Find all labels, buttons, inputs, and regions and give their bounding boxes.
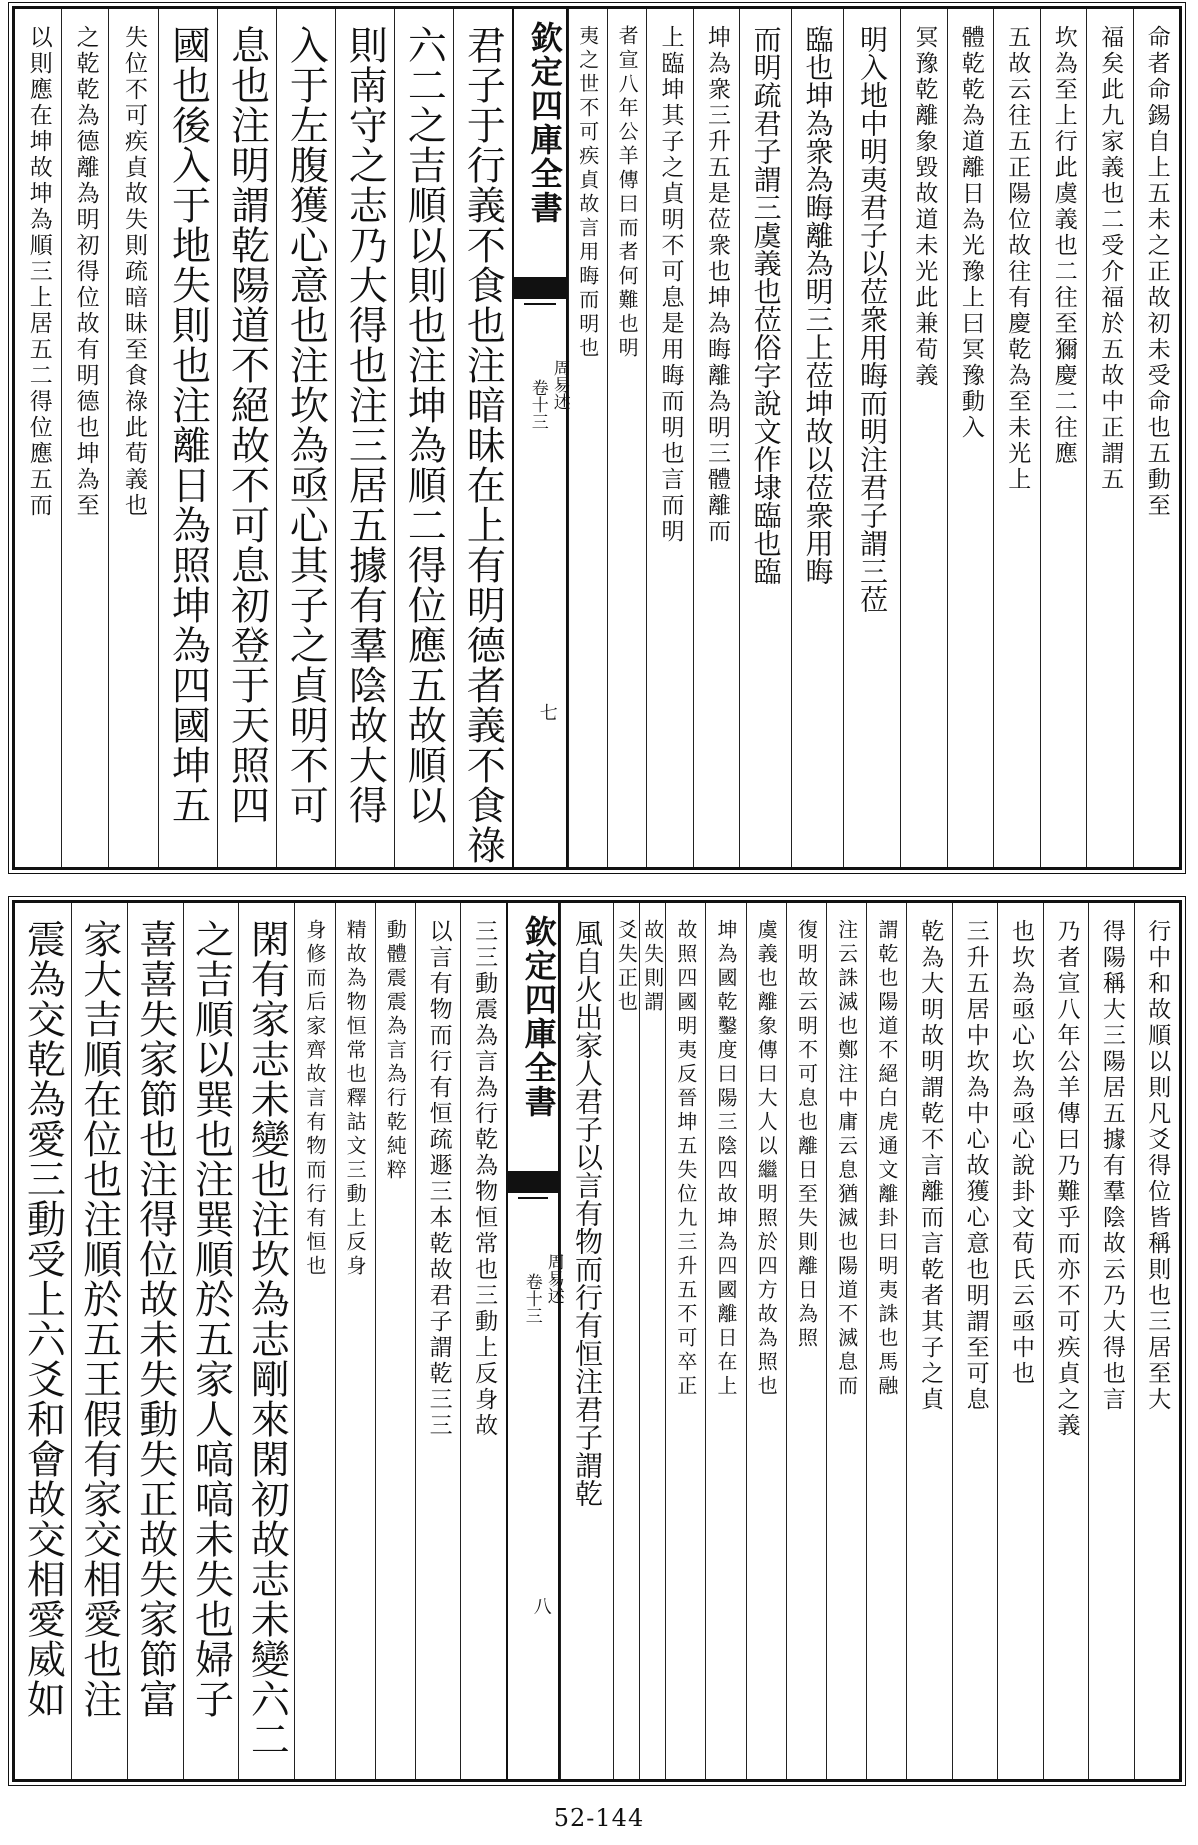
center-banner <box>506 903 564 1779</box>
fishtail-mark <box>508 1171 559 1193</box>
upper-page <box>12 6 1182 870</box>
text-column <box>394 9 453 867</box>
text-column <box>127 903 183 1779</box>
banner-volume: 卷十三 <box>521 1273 542 1324</box>
commentary-line: 乃者宣八年公羊傳曰乃難乎而亦不可疾貞之義 <box>1053 919 1080 1439</box>
commentary-line: 以則應在坤故坤為順三上居五二得位應五而 <box>25 25 52 519</box>
text-column <box>276 9 335 867</box>
classic-line: 之吉順以巽也注巽順於五家人嗃嗃未失也婦子 <box>188 919 234 1719</box>
commentary-line: 體乾乾為道離日為光豫上曰冥豫動入 <box>957 25 984 441</box>
text-column <box>415 903 460 1779</box>
banner-book: 周易述 <box>549 359 570 410</box>
fishtail-rule <box>518 1197 549 1205</box>
fishtail-mark <box>514 277 566 299</box>
text-column <box>1040 9 1086 867</box>
text-column <box>906 903 951 1779</box>
lower-page <box>12 900 1182 1782</box>
banner-title: 欽定四庫全書 <box>519 915 558 1119</box>
text-column <box>453 9 512 867</box>
commentary-line: 也坎為亟心坎為亟心說卦文荀氏云亟中也 <box>1008 919 1035 1387</box>
commentary-line: 冥豫乾離象毀故道未光此兼荀義 <box>911 25 938 389</box>
text-column <box>866 903 906 1779</box>
text-column <box>568 9 607 867</box>
text-column <box>952 903 997 1779</box>
text-column <box>61 9 107 867</box>
text-column <box>1134 903 1179 1779</box>
text-column <box>665 903 705 1779</box>
commentary-line: 復明故云明不可息也離日至失則離日為照 <box>794 919 819 1351</box>
classic-line: 息也注明謂乾陽道不絕故不可息初登于天照四 <box>224 25 270 825</box>
commentary-line: 三三動震為言為行乾為物恒常也三動上反身故 <box>471 919 498 1439</box>
text-column <box>786 903 826 1779</box>
fishtail-rule <box>524 303 556 311</box>
classic-line: 喜喜失家節也注得位故未失動失正故失家節富 <box>132 919 178 1719</box>
text-column <box>746 903 786 1779</box>
text-column <box>900 9 946 867</box>
commentary-line: 夷之世不可疾貞故言用晦而明也 <box>575 25 600 361</box>
text-column <box>705 903 745 1779</box>
text-column <box>646 9 692 867</box>
center-banner <box>512 9 568 867</box>
text-column <box>460 903 505 1779</box>
classic-line: 家大吉順在位也注順於五王假有家交相愛也注 <box>76 919 122 1719</box>
commentary-line: 福矣此九家義也二受介福於五故中正謂五 <box>1097 25 1124 493</box>
classic-line: 閑有家志未變也注坎為志剛來閑初故志未變六二 <box>244 919 290 1759</box>
text-column <box>826 903 866 1779</box>
banner-title: 欽定四庫全書 <box>525 21 564 225</box>
commentary-line: 者宣八年公羊傳曰而者何難也明 <box>615 25 640 361</box>
commentary-line: 身修而后家齊故言有物而行有恒也 <box>302 919 327 1279</box>
commentary-line: 失位不可疾貞故失則疏暗昧至食祿此荀義也 <box>120 25 147 519</box>
page-number: 52-144 <box>553 1804 645 1832</box>
text-column <box>15 903 71 1779</box>
commentary-line: 行中和故順以則凡爻得位皆稱則也三居至大 <box>1144 919 1171 1413</box>
text-column <box>15 9 61 867</box>
commentary-line: 謂乾也陽道不絕白虎通文離卦曰明夷誅也馬融 <box>874 919 899 1399</box>
text-column <box>238 903 294 1779</box>
text-column <box>947 9 993 867</box>
commentary-line: 虞義也離象傳曰大人以繼明照於四方故為照也 <box>754 919 779 1399</box>
text-column <box>375 903 415 1779</box>
commentary-line: 爻失正也 <box>614 919 639 1015</box>
classic-line: 則南守之志乃大得也注三居五據有羣陰故大得 <box>342 25 388 825</box>
banner-book: 周易述 <box>543 1253 564 1304</box>
text-column <box>993 9 1039 867</box>
classic-line: 震為交乾為愛三動受上六爻和會故交相愛威如 <box>20 919 66 1719</box>
text-column <box>1133 9 1179 867</box>
commentary-line: 得陽稱大三陽居五據有羣陰故云乃大得也言 <box>1098 919 1125 1413</box>
text-column <box>739 9 791 867</box>
commentary-line: 命者命錫自上五未之正故初未受命也五動至 <box>1143 25 1170 519</box>
leaf-number: 七 <box>539 703 558 724</box>
classic-line: 臨也坤為衆為晦離為明三上莅坤故以莅衆用晦 <box>801 25 835 585</box>
commentary-line: 坤為衆三升五是莅衆也坤為晦離為明三體離而 <box>703 25 730 545</box>
banner-volume: 卷十三 <box>527 379 548 430</box>
classic-line: 國也後入于地失則也注離日為照坤為四國坤五 <box>165 25 211 825</box>
commentary-line: 故失則謂 <box>640 919 665 1015</box>
commentary-line: 三升五居中坎為中心故獲心意也明謂至可息 <box>962 919 989 1413</box>
classic-line: 明入地中明夷君子以莅衆用晦而明注君子謂三莅 <box>856 25 889 613</box>
commentary-line: 故照四國明夷反晉坤五失位九三升五不可卒正 <box>673 919 698 1399</box>
text-column <box>335 903 375 1779</box>
commentary-line: 坎為至上行此虞義也二往至獮慶二往應 <box>1050 25 1077 467</box>
text-column <box>294 903 334 1779</box>
text-column <box>613 903 639 1779</box>
text-column <box>71 903 127 1779</box>
text-column <box>997 903 1042 1779</box>
leaf-number: 八 <box>533 1597 552 1618</box>
text-column <box>108 9 158 867</box>
commentary-line: 上臨坤其子之貞明不可息是用晦而明也言而明 <box>657 25 684 545</box>
text-column <box>1086 9 1132 867</box>
classic-line: 而明疏君子謂三虞義也莅俗字說文作埭臨也臨 <box>749 25 783 585</box>
commentary-line: 注云誅滅也鄭注中庸云息猶滅也陽道不滅息而 <box>834 919 859 1399</box>
classic-line: 入于左腹獲心意也注坎為亟心其子之貞明不可 <box>283 25 329 825</box>
commentary-line: 乾為大明故明謂乾不言離而言乾者其子之貞 <box>917 919 944 1413</box>
text-column <box>1043 903 1088 1779</box>
commentary-line: 五故云往五正陽位故往有慶乾為至未光上 <box>1004 25 1031 493</box>
text-column <box>639 903 665 1779</box>
upper-columns <box>15 9 1179 867</box>
classic-line: 風自火出家人君子以言有物而行有恒注君子謂乾 <box>571 919 605 1507</box>
text-column <box>560 903 612 1779</box>
text-column <box>791 9 843 867</box>
commentary-line: 精故為物恒常也釋詁文三動上反身 <box>343 919 368 1279</box>
classic-line: 六二之吉順以則也注坤為順二得位應五故順以 <box>401 25 447 825</box>
text-column <box>158 9 217 867</box>
text-column <box>335 9 394 867</box>
commentary-line: 坤為國乾鑿度曰陽三陰四故坤為四國離日在上 <box>714 919 739 1399</box>
text-column <box>1088 903 1133 1779</box>
commentary-line: 之乾乾為德離為明初得位故有明德也坤為至 <box>72 25 99 519</box>
text-column <box>843 9 900 867</box>
lower-columns <box>15 903 1179 1779</box>
classic-line: 君子于行義不食也注暗昧在上有明德者義不食祿 <box>460 25 506 865</box>
text-column <box>607 9 646 867</box>
text-column <box>217 9 276 867</box>
text-column <box>693 9 739 867</box>
commentary-line: 以言有物而行有恒疏遯三本乾故君子謂乾三三 <box>425 919 452 1439</box>
text-column <box>183 903 239 1779</box>
commentary-line: 動體震震為言為行乾純粹 <box>383 919 408 1183</box>
